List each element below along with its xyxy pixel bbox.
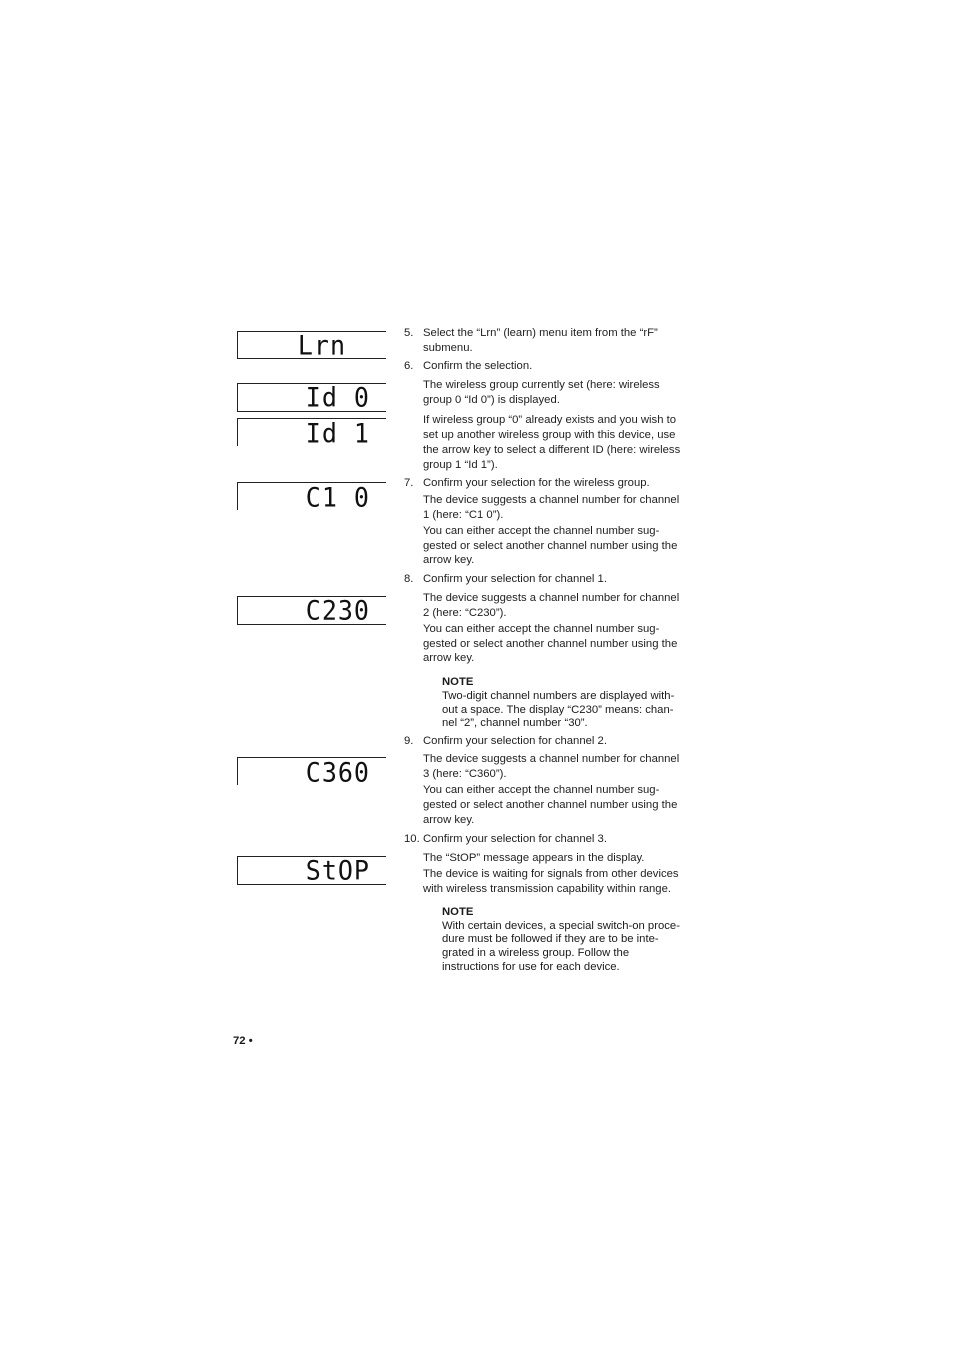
step-paragraph: The device suggests a channel number for channel: [423, 592, 680, 604]
page-number: 72 •: [233, 1035, 253, 1047]
step-paragraph: The device suggests a channel number for channel: [423, 494, 680, 506]
display-text: StOP: [305, 854, 370, 887]
note-text: out a space. The display “C230” means: chan-: [442, 704, 674, 716]
step-text: Select the “Lrn” (learn) menu item from the “rF”: [423, 327, 658, 339]
step-paragraph: set up another wireless group with this device, use: [423, 429, 676, 441]
display-text: Lrn: [297, 329, 346, 362]
step-paragraph: You can either accept the channel number sug-: [423, 525, 660, 537]
step-paragraph: The device suggests a channel number for channel: [423, 753, 680, 765]
step-paragraph: gested or select another channel number using the: [423, 540, 678, 552]
step-paragraph: group 1 “Id 1”).: [423, 459, 498, 471]
step-text: Confirm the selection.: [423, 360, 533, 372]
note-text: nel “2”, channel number “30”.: [442, 717, 588, 729]
step-paragraph: The wireless group currently set (here: wireless: [423, 379, 660, 391]
step-number: 7.: [404, 477, 414, 489]
display-text: C1 0: [305, 481, 370, 514]
step-number: 6.: [404, 360, 414, 372]
step-paragraph: The device is waiting for signals from other devices: [423, 868, 679, 880]
display-stop: [237, 856, 386, 885]
step-text: submenu.: [423, 342, 473, 354]
note-heading: NOTE: [442, 906, 474, 918]
display-text: C230: [305, 594, 370, 627]
step-text: Confirm your selection for channel 1.: [423, 573, 607, 585]
step-text: Confirm your selection for the wireless group.: [423, 477, 650, 489]
note-text: With certain devices, a special switch-on proce-: [442, 920, 680, 932]
step-text: Confirm your selection for channel 3.: [423, 833, 607, 845]
note-text: Two-digit channel numbers are displayed with-: [442, 690, 675, 702]
display-id0: [237, 383, 386, 412]
step-paragraph: You can either accept the channel number sug-: [423, 784, 660, 796]
note-text: instructions for use for each device.: [442, 961, 620, 973]
step-paragraph: 3 (here: “C360”).: [423, 768, 507, 780]
step-number: 5.: [404, 327, 414, 339]
display-c230: [237, 596, 386, 625]
step-paragraph: gested or select another channel number using the: [423, 638, 678, 650]
display-c10: [237, 481, 386, 514]
note-text: grated in a wireless group. Follow the: [442, 947, 630, 959]
display-c360: [237, 756, 386, 789]
display-text: C360: [305, 756, 370, 789]
step-paragraph: group 0 “Id 0”) is displayed.: [423, 394, 560, 406]
step-number: 9.: [404, 735, 414, 747]
step-paragraph: You can either accept the channel number sug-: [423, 623, 660, 635]
step-paragraph: 2 (here: “C230”).: [423, 607, 507, 619]
display-text: Id 0: [305, 381, 370, 414]
step-paragraph: arrow key.: [423, 554, 475, 566]
step-paragraph: 1 (here: “C1 0”).: [423, 509, 504, 521]
step-paragraph: The “StOP” message appears in the display.: [423, 852, 645, 864]
note-text: dure must be followed if they are to be inte-: [442, 933, 659, 945]
display-lrn: [237, 329, 386, 362]
step-paragraph: arrow key.: [423, 652, 475, 664]
step-paragraph: with wireless transmission capability within range.: [423, 883, 672, 895]
display-text: Id 1: [305, 417, 370, 450]
step-paragraph: If wireless group “0” already exists and you wish to: [423, 414, 677, 426]
step-paragraph: arrow key.: [423, 814, 475, 826]
step-number: 10.: [404, 833, 420, 845]
step-paragraph: the arrow key to select a different ID (here: wireless: [423, 444, 681, 456]
step-text: Confirm your selection for channel 2.: [423, 735, 607, 747]
step-paragraph: gested or select another channel number using the: [423, 799, 678, 811]
note-heading: NOTE: [442, 676, 474, 688]
step-number: 8.: [404, 573, 414, 585]
display-id1: [237, 417, 386, 450]
